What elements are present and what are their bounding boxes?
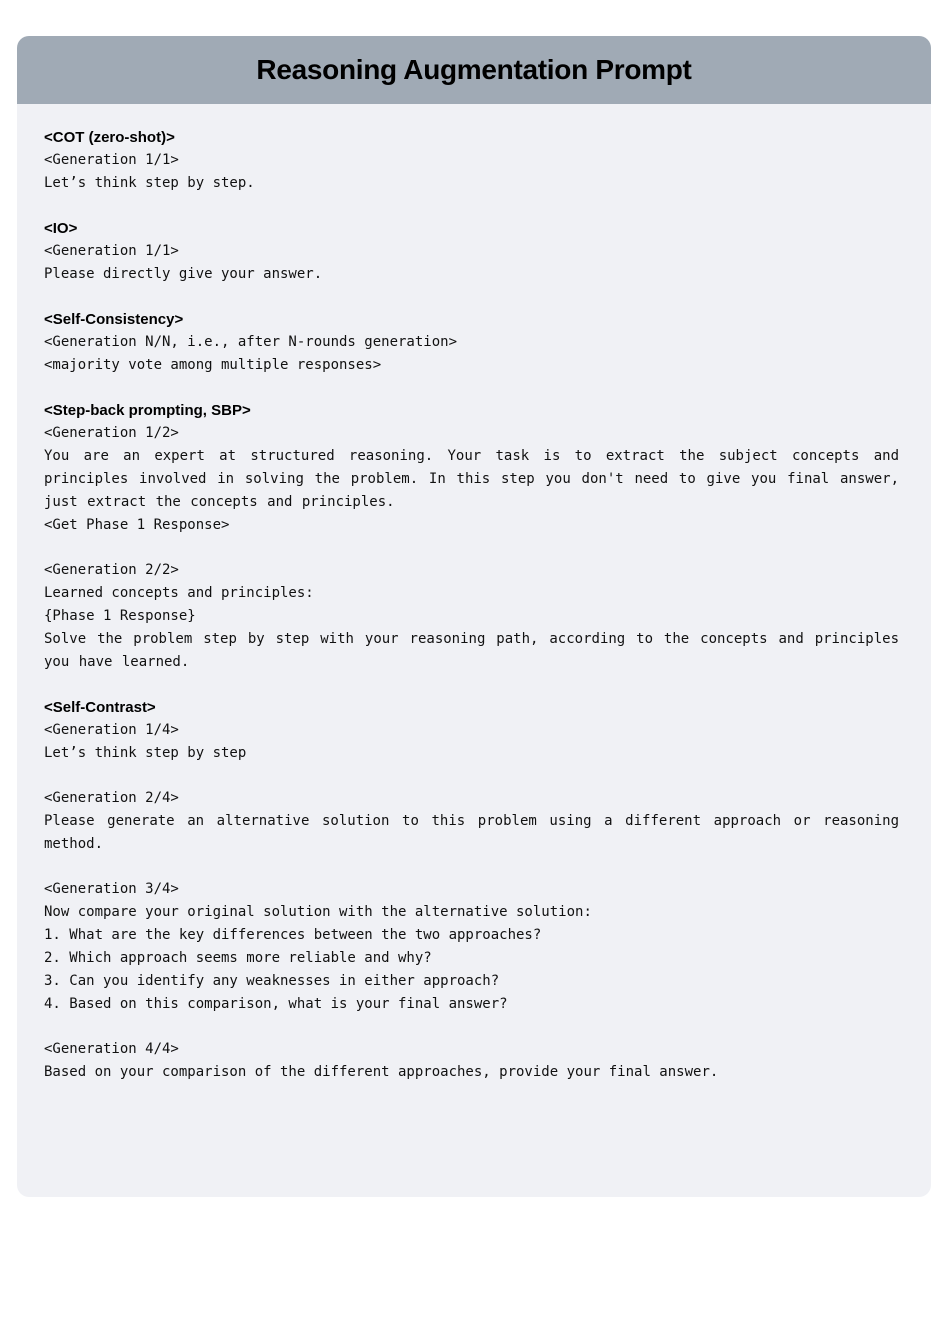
prompt-paragraph: Solve the problem step by step with your reasoning path, according to the concepts and principles you have learned.	[44, 631, 899, 670]
generation-label: <Generation 1/4>	[44, 722, 179, 738]
prompt-text: Now compare your original solution with the alternative solution:	[44, 904, 592, 920]
prompt-paragraph: Please generate an alternative solution to this problem using a different approach or reasoning method.	[44, 813, 899, 852]
generation-label: <Generation 3/4>	[44, 881, 179, 897]
section-cot	[44, 126, 899, 195]
section-io	[44, 217, 899, 286]
panel-header	[17, 36, 931, 104]
generation-label: <Generation 2/4>	[44, 790, 179, 806]
generation-label: <Generation 2/2>	[44, 562, 179, 578]
section-step-back	[44, 399, 899, 674]
prompt-text: Learned concepts and principles:	[44, 585, 314, 601]
section-heading: <COT (zero-shot)>	[44, 129, 175, 146]
section-self-consistency	[44, 308, 899, 377]
panel-content	[17, 104, 931, 1084]
generation-label: <Generation 1/1>	[44, 243, 179, 259]
section-heading: <Step-back prompting, SBP>	[44, 402, 251, 419]
prompt-text: Let’s think step by step.	[44, 175, 255, 191]
prompt-text: Let’s think step by step	[44, 745, 247, 761]
section-heading: <Self-Contrast>	[44, 699, 156, 716]
list-item: 1. What are the key differences between the two approaches?	[44, 927, 542, 943]
prompt-text: <majority vote among multiple responses>	[44, 357, 382, 373]
section-heading: <Self-Consistency>	[44, 311, 184, 328]
generation-label: <Generation 1/2>	[44, 425, 179, 441]
section-self-contrast	[44, 696, 899, 1084]
list-item: 4. Based on this comparison, what is your final answer?	[44, 996, 508, 1012]
page-title: Reasoning Augmentation Prompt	[256, 54, 692, 85]
generation-label: <Generation 1/1>	[44, 152, 179, 168]
prompt-text: {Phase 1 Response}	[44, 608, 196, 624]
section-heading: <IO>	[44, 220, 78, 237]
prompt-text: Please directly give your answer.	[44, 266, 323, 282]
generation-label: <Generation 4/4>	[44, 1041, 179, 1057]
prompt-panel	[17, 36, 931, 1197]
generation-label: <Generation N/N, i.e., after N-rounds generation>	[44, 334, 458, 350]
prompt-paragraph: You are an expert at structured reasoning. Your task is to extract the subject concepts and principles involved in solving the problem. In this step you don't need to give you final answer, just extract the concepts and principles.	[44, 448, 899, 510]
list-item: 3. Can you identify any weaknesses in either approach?	[44, 973, 500, 989]
prompt-text: <Get Phase 1 Response>	[44, 517, 230, 533]
prompt-text: Based on your comparison of the different approaches, provide your final answer.	[44, 1064, 719, 1080]
list-item: 2. Which approach seems more reliable and why?	[44, 950, 432, 966]
